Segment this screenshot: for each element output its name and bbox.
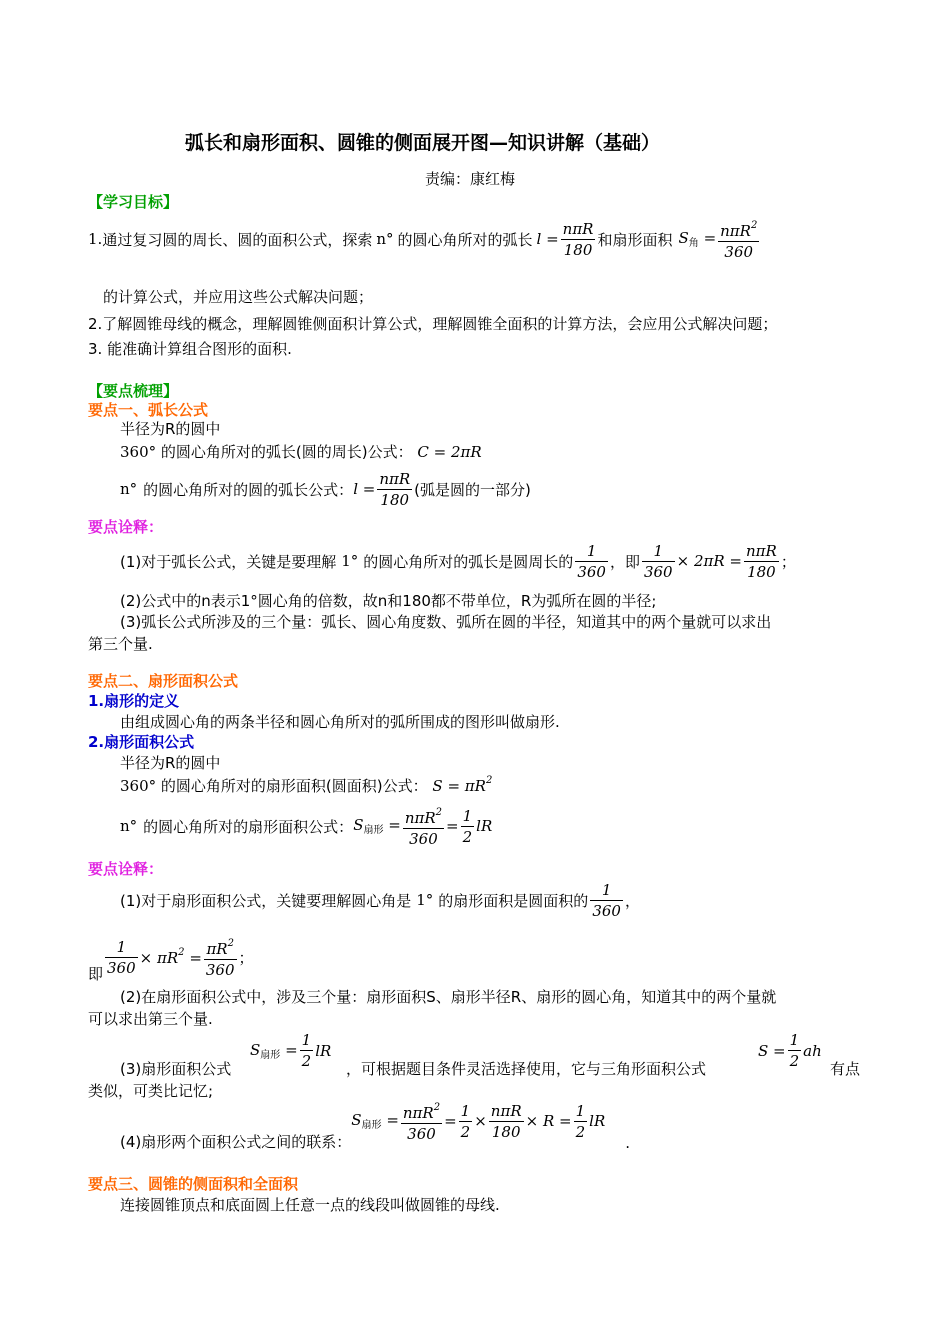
text-a: (3)扇形面积公式 bbox=[120, 1060, 232, 1078]
frac-den: 2 bbox=[301, 1052, 312, 1070]
frac-num: 1 bbox=[575, 541, 608, 562]
frac-den: 180 bbox=[491, 1122, 521, 1141]
s-sub: 扇形 bbox=[361, 1120, 382, 1131]
frac-den: 360 bbox=[205, 961, 235, 979]
circle-area-formula bbox=[432, 777, 492, 795]
p1-circumference-line bbox=[120, 441, 482, 462]
text-b: 的扇形面积是圆面积的 bbox=[438, 891, 589, 910]
fraction-1-2 bbox=[300, 1030, 314, 1071]
text-c: ，即 bbox=[609, 552, 640, 571]
points-heading: 【要点梳理】 bbox=[88, 382, 179, 400]
fraction-1-2 bbox=[574, 1101, 588, 1142]
p2-note-heading: 要点诠释： bbox=[88, 860, 164, 878]
fraction-npiR2-360 bbox=[401, 1098, 442, 1144]
s-sub: 角 bbox=[688, 238, 699, 249]
frac-num-base: nπR bbox=[402, 1104, 434, 1122]
text-a: (1)对于扇形面积公式，关键要理解圆心角是 bbox=[120, 891, 412, 910]
s-sector bbox=[351, 1111, 399, 1131]
goal-1-text-b: 的圆心角所对的弧长 bbox=[397, 230, 533, 249]
eq: = bbox=[386, 1111, 399, 1129]
text-a: (1)对于弧长公式，关键是要理解 bbox=[120, 552, 337, 571]
sq: 2 bbox=[435, 807, 443, 818]
goal-1 bbox=[88, 214, 761, 264]
fraction-piR2-360 bbox=[204, 934, 237, 980]
p2-note-2b: 可以求出第三个量. bbox=[88, 1010, 213, 1028]
text: 的圆心角所对的扇形面积(圆面积)公式： bbox=[160, 777, 428, 795]
text-d: ； bbox=[780, 552, 796, 571]
p2-note-3 bbox=[120, 1030, 865, 1080]
deg-n: n° bbox=[120, 480, 138, 498]
frac-num bbox=[204, 934, 237, 960]
combined-formula bbox=[351, 1098, 605, 1144]
p2-note-1-formula bbox=[88, 930, 254, 984]
lR: lR bbox=[315, 1041, 332, 1060]
frac-num: 1 bbox=[462, 806, 473, 825]
frac-num: 1 bbox=[590, 880, 623, 901]
frac-den: 360 bbox=[643, 562, 673, 581]
p1-note-1 bbox=[120, 537, 796, 585]
times: × bbox=[474, 1112, 487, 1130]
end: . bbox=[625, 1134, 631, 1152]
frac-den: 360 bbox=[577, 562, 606, 581]
frac-den: 360 bbox=[407, 1125, 436, 1143]
text-b: ，可根据题目条件灵活选择使用，它与三角形面积公式 bbox=[346, 1060, 707, 1078]
frac-den: 360 bbox=[409, 830, 438, 848]
s-sub: 扇形 bbox=[363, 825, 384, 836]
frac-num bbox=[718, 216, 759, 242]
times-2piR: × 2πR = bbox=[676, 552, 742, 570]
goal-2: 2.了解圆锥母线的概念，理解圆锥侧面积计算公式，理解圆锥全面积的计算方法，会应用公式解决问题； bbox=[88, 315, 778, 333]
fraction-1-2 bbox=[788, 1030, 802, 1071]
p2-sector-formula-line bbox=[120, 800, 492, 852]
goal-1-continued: 的计算公式，并应用这些公式解决问题； bbox=[103, 288, 374, 306]
p1-note-3b: 第三个量. bbox=[88, 635, 153, 653]
deg-1: 1° bbox=[341, 552, 359, 570]
goals-heading: 【学习目标】 bbox=[88, 193, 179, 211]
s-sector bbox=[250, 1041, 298, 1061]
p2-def-heading: 1.扇形的定义 bbox=[88, 692, 180, 710]
frac-den: 180 bbox=[747, 562, 776, 581]
s-sector bbox=[353, 816, 401, 836]
eq: = bbox=[444, 1112, 457, 1130]
p2-formula-heading: 2.扇形面积公式 bbox=[88, 733, 195, 751]
s-letter: S bbox=[250, 1040, 261, 1059]
p2-radius-line: 半径为R的圆中 bbox=[120, 754, 221, 772]
sq: 2 bbox=[485, 775, 493, 786]
text: 的圆心角所对的弧长(圆的周长)公式： bbox=[160, 443, 413, 461]
fraction-1-360 bbox=[105, 937, 138, 978]
p1-note-heading: 要点诠释： bbox=[88, 518, 164, 536]
s-letter: S bbox=[351, 1111, 362, 1129]
frac-num bbox=[403, 803, 444, 829]
text-b: 的圆心角所对的弧长是圆周长的 bbox=[363, 552, 574, 571]
text-a: (4)扇形两个面积公式之间的联系： bbox=[120, 1133, 352, 1151]
end: ； bbox=[238, 948, 254, 967]
frac-num: 1 bbox=[460, 1101, 471, 1120]
sector-formula bbox=[250, 1030, 331, 1071]
p3-text: 连接圆锥顶点和底面圆上任意一点的线段叫做圆锥的母线. bbox=[120, 1196, 500, 1214]
goal-1-number: 1. bbox=[88, 230, 103, 248]
frac-num: nπR bbox=[745, 541, 777, 560]
eq: = bbox=[285, 1040, 298, 1059]
point-2-heading: 要点二、扇形面积公式 bbox=[88, 672, 239, 690]
goal-1-n: n° bbox=[376, 230, 394, 248]
p1-radius-line: 半径为R的圆中 bbox=[120, 420, 221, 438]
deg-360: 360° bbox=[120, 777, 157, 795]
arc-length-fraction bbox=[561, 219, 596, 260]
frac-den: 180 bbox=[380, 490, 410, 509]
eq: = bbox=[446, 817, 459, 835]
times-piR-base: × πR bbox=[139, 949, 179, 967]
sector-area-fraction bbox=[718, 216, 759, 262]
note: (弧是圆的一部分) bbox=[414, 480, 531, 499]
p1-arc-formula-line bbox=[120, 465, 531, 513]
sq: 2 bbox=[433, 1102, 441, 1113]
p1-note-3a: (3)弧长公式所涉及的三个量：弧长、圆心角度数、弧所在圆的半径，知道其中的两个量就可以求出 bbox=[120, 613, 772, 631]
frac-den: 2 bbox=[462, 827, 473, 846]
text: 的圆心角所对的圆的弧长公式： bbox=[143, 480, 354, 499]
text-c: 有点 bbox=[830, 1060, 861, 1078]
frac-den: 360 bbox=[107, 958, 136, 977]
text-c: ， bbox=[624, 891, 640, 910]
fraction-npiR-180 bbox=[744, 541, 779, 582]
p1-note-2: (2)公式中的n表示1°圆心角的倍数，故n和180都不带单位，R为弧所在圆的半径; bbox=[120, 592, 657, 610]
times-R: × R = bbox=[525, 1112, 572, 1130]
frac-num: 1 bbox=[301, 1031, 312, 1049]
frac-den: 360 bbox=[592, 901, 621, 920]
p2-note-1 bbox=[120, 876, 640, 924]
sq: 2 bbox=[178, 947, 185, 958]
fraction-1-360 bbox=[575, 541, 608, 582]
fraction-npiR-180 bbox=[489, 1101, 524, 1142]
frac-den: 2 bbox=[575, 1122, 586, 1141]
p2-note-2a: (2)在扇形面积公式中，涉及三个量：扇形面积S、扇形半径R、扇形的圆心角，知道其中的两个量就 bbox=[120, 988, 777, 1006]
frac-den: 2 bbox=[789, 1052, 800, 1070]
page-title: 弧长和扇形面积、圆锥的侧面展开图—知识讲解（基础） bbox=[185, 132, 661, 154]
frac-num: nπR bbox=[490, 1101, 522, 1120]
fraction-npiR2-360 bbox=[403, 803, 444, 849]
fraction-1-2 bbox=[461, 806, 475, 847]
goal-1-text-a: 通过复习圆的周长、圆的面积公式，探索 bbox=[102, 230, 373, 249]
s-lhs: S = bbox=[758, 1041, 786, 1060]
circumference-formula: C = 2πR bbox=[417, 443, 482, 461]
frac-num: 1 bbox=[642, 541, 675, 562]
deg-1: 1° bbox=[416, 891, 434, 909]
frac-num: 1 bbox=[789, 1031, 800, 1049]
s-letter: S bbox=[353, 816, 364, 834]
point-3-heading: 要点三、圆锥的侧面积和全面积 bbox=[88, 1175, 299, 1193]
frac-num: 1 bbox=[575, 1101, 586, 1120]
frac-num-base: nπR bbox=[404, 809, 436, 827]
goal-3: 3. 能准确计算组合图形的面积. bbox=[88, 340, 292, 358]
editor: 责编：康红梅 bbox=[425, 170, 516, 188]
times-piR2 bbox=[140, 947, 202, 967]
frac-num: nπR bbox=[379, 469, 411, 488]
fraction-1-2 bbox=[459, 1101, 473, 1142]
s-letter: S bbox=[678, 229, 689, 247]
p2-note-4 bbox=[120, 1100, 630, 1156]
deg-n: n° bbox=[120, 817, 138, 835]
formula-base: S = πR bbox=[432, 777, 486, 795]
p2-note-3d: 类似，可类比记忆; bbox=[88, 1082, 214, 1100]
p2-circle-area-line bbox=[120, 775, 492, 796]
frac-num-base: πR bbox=[206, 940, 228, 958]
lR: lR bbox=[476, 817, 493, 835]
ah: ah bbox=[803, 1041, 822, 1060]
frac-num-base: nπR bbox=[720, 222, 751, 240]
frac-den: 180 bbox=[563, 240, 593, 259]
sector-area-lhs bbox=[679, 229, 717, 249]
eq: = bbox=[189, 949, 202, 967]
l-lhs: l = bbox=[353, 480, 376, 498]
deg-360: 360° bbox=[120, 443, 157, 461]
fraction-1-360 bbox=[642, 541, 675, 582]
triangle-formula bbox=[758, 1030, 822, 1071]
goal-1-text-c: 和扇形面积 bbox=[597, 230, 673, 249]
lR: lR bbox=[589, 1112, 606, 1130]
fraction-1-360 bbox=[590, 880, 623, 921]
s-sub: 扇形 bbox=[260, 1049, 281, 1061]
arc-length-lhs: l = bbox=[536, 230, 559, 248]
frac-num: 1 bbox=[105, 937, 138, 958]
eq: = bbox=[388, 816, 401, 834]
frac-den: 2 bbox=[460, 1122, 471, 1141]
frac-den: 360 bbox=[724, 243, 754, 261]
text: 的圆心角所对的扇形面积公式： bbox=[143, 817, 354, 836]
formula bbox=[103, 934, 254, 980]
arc-fraction bbox=[377, 469, 412, 510]
sq: 2 bbox=[750, 220, 758, 231]
frac-num: nπR bbox=[562, 219, 594, 238]
sq: 2 bbox=[227, 938, 234, 949]
eq-sign: = bbox=[703, 229, 717, 247]
ji: 即 bbox=[88, 965, 104, 983]
frac-num bbox=[401, 1098, 442, 1124]
point-1-heading: 要点一、弧长公式 bbox=[88, 401, 209, 419]
p2-def-text: 由组成圆心角的两条半径和圆心角所对的弧所围成的图形叫做扇形. bbox=[120, 713, 560, 731]
